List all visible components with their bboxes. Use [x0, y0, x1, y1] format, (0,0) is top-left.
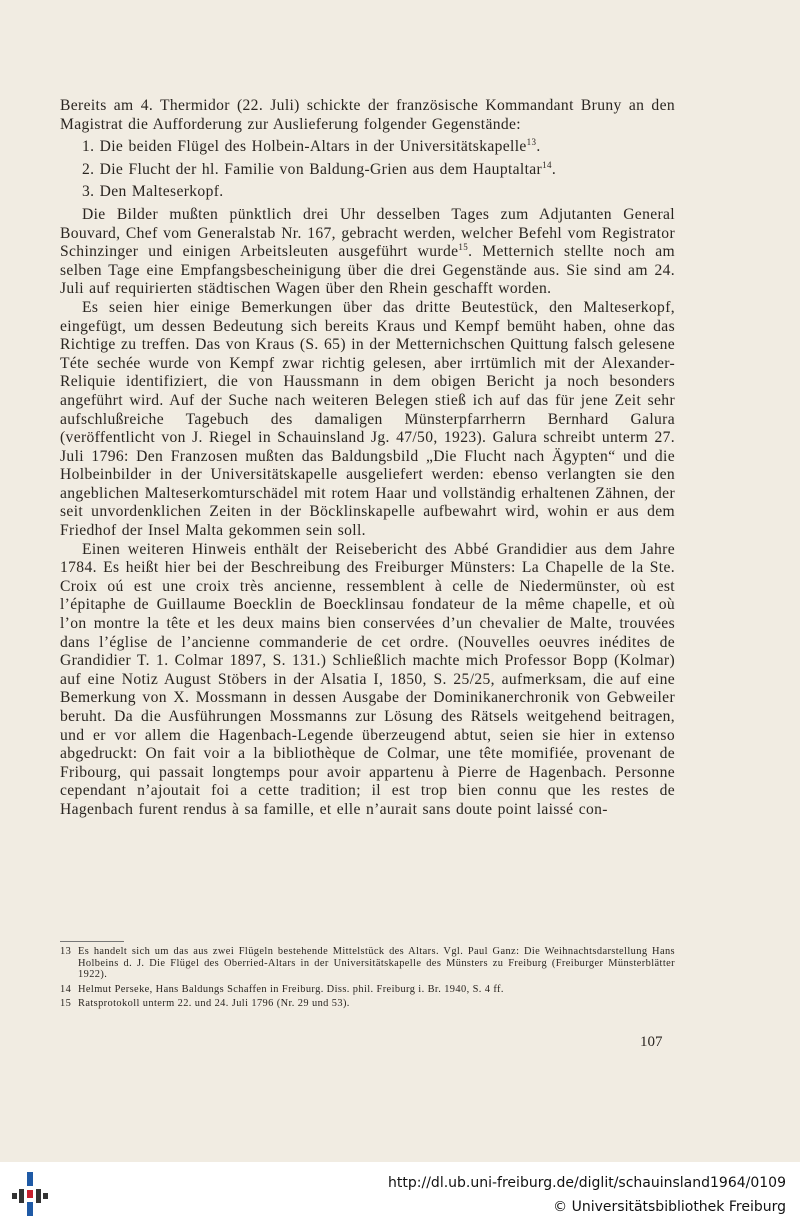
- page-number: 107: [640, 1034, 663, 1050]
- footer-bar: [0, 1162, 800, 1224]
- footnote-divider: [60, 941, 124, 942]
- footnote-number: 15: [60, 998, 72, 1009]
- footnote-text: Ratsprotokoll unterm 22. und 24. Juli 1796 (Nr. 29 und 53).: [78, 998, 350, 1009]
- copyright-text: © Universitätsbibliothek Freiburg: [553, 1199, 786, 1215]
- footnote-number: 14: [60, 983, 72, 995]
- footnote-text: Es handelt sich um das aus zwei Flügeln bestehende Mittelstück des Altars. Vgl. Paul Ganz: Die Weihnachtsdarstellung Hans Holbeins d. J. Die Flügel des Oberried-Altars in der Universitätskapelle des Münsters zu Freiburg (Freiburger Münsterblätter 1922).: [78, 946, 675, 980]
- footnote-text: Helmut Perseke, Hans Baldungs Schaffen in Freiburg. Diss. phil. Freiburg i. Br. 1940, S. 4 ff.: [78, 983, 504, 995]
- list-item: 2. Die Flucht der hl. Familie von Baldung-Grien aus dem Hauptaltar$^{14}$.: [82, 159, 557, 178]
- list-item: 3. Den Malteserkopf.: [82, 183, 224, 201]
- list-item: 1. Die beiden Flügel des Holbein-Altars in der Universitätskapelle$^{13}$.: [82, 137, 541, 156]
- source-url-link[interactable]: http://dl.ub.uni-freiburg.de/diglit/schauinsland1964/0109: [388, 1175, 786, 1191]
- ub-freiburg-logo-icon[interactable]: [10, 1168, 50, 1218]
- body-text: [60, 97, 675, 820]
- footnote: [60, 984, 675, 996]
- paragraph-2: Die Bilder mußten pünktlich drei Uhr desselben Tages zum Adjutanten General Bouvard, Chef vom Generalstab Nr. 167, gebracht werden, welcher Befehl vom Registrator Schinzinger und einigen Arbeitsleuten ausgeführt wurde$^{15}$. Metternich stellte noch am selben Tage eine Empfangsbescheinigung über die drei Gegenstände aus. Sie sind am 24. Juli auf requirierten städtischen Wagen über den Rhein geschafft worden.: [60, 205, 676, 298]
- paragraph-3: Es seien hier einige Bemerkungen über das dritte Beutestück, den Malteserkopf, eingefügt, um dessen Bedeutung sich bereits Kraus und Kempf bemüht haben, ohne das Richtige zu treffen. Das von Kraus (S. 65) in der Metternichschen Quittung falsch gelesene Téte sechée wurde von Kempf zwar richtig gelesen, aber irrtümlich mit der Alexander-Reliquie identifiziert, die von Haussmann in dem obigen Bericht ja noch besonders angeführt wird. Auf der Suche nach weiteren Belegen stieß ich auf das für jene Zeit sehr aufschlußreiche Tagebuch des damaligen Münsterpfarrherrn Bernhard Galura (veröffentlicht von J. Riegel in Schauinsland Jg. 47/50, 1923). Galura schreibt unterm 27. Juli 1796: Den Franzosen mußten das Baldungsbild „Die Flucht nach Ägypten“ und die Holbeinbilder in der Universitätskapelle ausgeliefert werden: ebenso verlangten sie den angeblichen Malteserkomturschädel mit rotem Haar und vollständig erhaltenen Zähnen, der seit unvordenklichen Zeiten in der Böcklinskapelle aufbewahrt wird, wohin er aus dem Friedhof der Insel Malta gekommen sein soll.: [60, 298, 675, 540]
- footnote: [60, 998, 675, 1010]
- footnote-ref[interactable]: 14: [542, 159, 552, 170]
- footnote-ref[interactable]: 13: [526, 137, 537, 147]
- footnote-number: 13: [60, 946, 72, 957]
- item-list: [60, 138, 675, 202]
- footnote: [60, 946, 675, 981]
- footnote-ref[interactable]: 15: [458, 241, 469, 252]
- paragraph-4: Einen weiteren Hinweis enthält der Reisebericht des Abbé Grandidier aus dem Jahre 1784. Es heißt hier bei der Beschreibung des Freiburger Münsters: La Chapelle de la Ste. Croix oú est une croix très ancienne, ressemblent à celle de Niedermünster, où est l’épitaphe de Guillaume Boecklin de Boecklinsau fondateur de la même chapelle, et où l’on montre la tête et les deux mains bien conservées d’un chevalier de Malte, trouvées dans l’église de l’ancienne commanderie de cet ordre. (Nouvelles oeuvres inédites de Grandidier T. 1. Colmar 1897, S. 131.) Schließlich machte mich Professor Bopp (Kolmar) auf eine Notiz August Stöbers in der Alsatia I, 1850, S. 25/25, aufmerksam, die auf eine Bemerkung von X. Mossmann in dessen Ausgabe der Dominikanerchronik von Gebweiler beruht. Da die Ausführungen Mossmanns zur Lösung des Rätsels weitgehend beitragen, und er vor allem die Hagenbach-Legende überzeugend abtut, seien sie hier in extenso abgedruckt: On fait voir a la bibliothèque de Colmar, une tête momifiée, provenant de Fribourg, qui passait longtemps pour avoir appartenu à Pierre de Hagenbach. Personne cependant n’ajoutait foi a cette tradition; il est trop bien connu que les restes de Hagenbach furent rendus à sa famille, et elle n’aurait sans doute point laissé con-: [60, 540, 675, 818]
- footnotes: [60, 946, 675, 1013]
- paragraph-1: Bereits am 4. Thermidor (22. Juli) schickte der französische Kommandant Bruny an den Magistrat die Aufforderung zur Auslieferung folgender Gegenstände:: [60, 97, 675, 133]
